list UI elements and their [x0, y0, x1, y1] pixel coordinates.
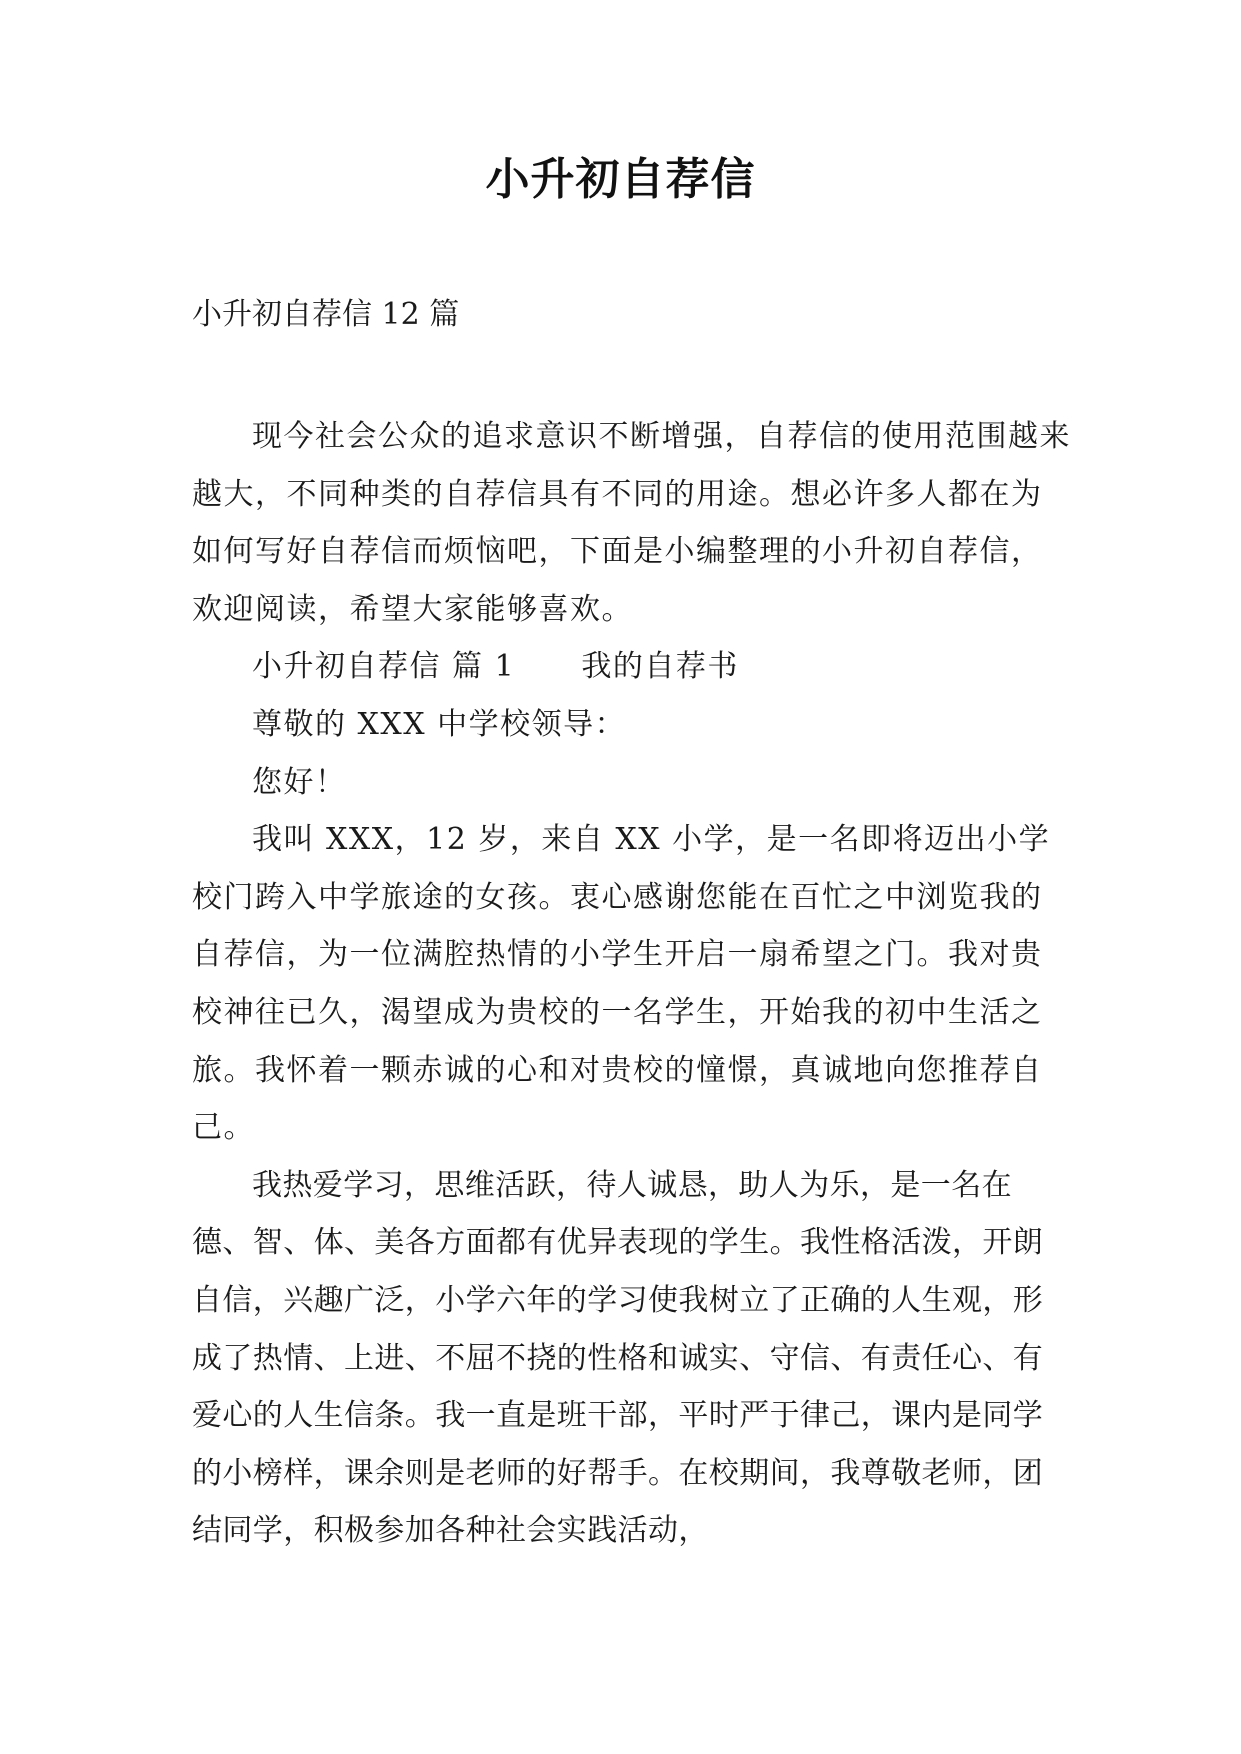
document-subtitle: 小升初自荐信 12 篇 — [192, 297, 460, 332]
body-paragraph-1: 我叫 XXX，12 岁，来自 XX 小学，是一名即将迈出小学校门跨入中学旅途的女孩。衷心感谢您能在百忙之中浏览我的自荐信，为一位满腔热情的小学生开启一扇希望之门。我对贵校神往已久，渴望成为贵校的一名学生，开始我的初中生活之旅。我怀着一颗赤诚的心和对贵校的憧憬，真诚地向您推荐自己。 — [192, 822, 1051, 1146]
document-body — [192, 408, 1072, 1560]
intro-paragraph: 现今社会公众的追求意识不断增强，自荐信的使用范围越来越大，不同种类的自荐信具有不同的用途。想必许多人都在为如何写好自荐信而烦恼吧，下面是小编整理的小升初自荐信，欢迎阅读，希望大家能够喜欢。 — [192, 419, 1071, 627]
section-heading: 小升初自荐信 篇 1 我的自荐书 — [252, 649, 739, 685]
body-paragraph-2: 我热爱学习，思维活跃，待人诚恳，助人为乐，是一名在德、智、体、美各方面都有优异表现的学生。我性格活泼，开朗自信，兴趣广泛，小学六年的学习使我树立了正确的人生观，形成了热情、上进、不屈不挠的性格和诚实、守信、有责任心、有爱心的人生信条。我一直是班干部，平时严于律己，课内是同学的小榜样，课余则是老师的好帮手。在校期间，我尊敬老师，团结同学，积极参加各种社会实践活动， — [192, 1167, 1044, 1549]
greeting: 您好！ — [252, 764, 347, 800]
salutation: 尊敬的 XXX 中学校领导： — [252, 706, 627, 742]
document-title: 小升初自荐信 — [485, 154, 756, 205]
